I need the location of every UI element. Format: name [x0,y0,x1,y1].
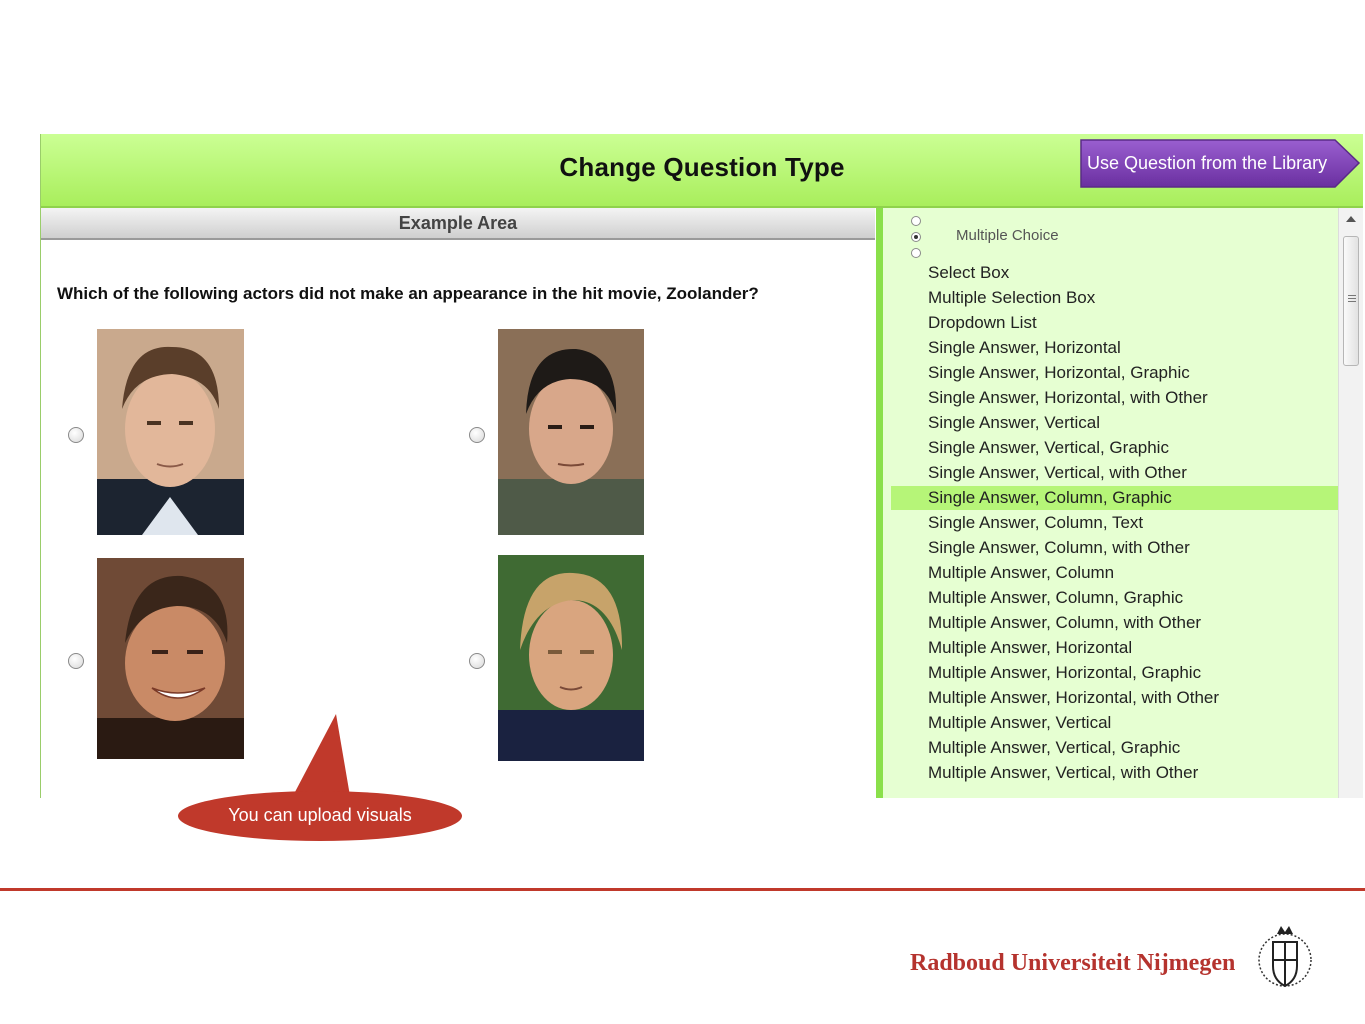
scroll-thumb[interactable] [1343,236,1359,366]
example-area-bar [41,208,875,240]
type-option[interactable]: Single Answer, Column, Text [928,513,1144,532]
type-option[interactable]: Multiple Answer, Vertical [928,713,1112,732]
question-editor-panel [40,134,1363,798]
university-name: Radboud Universiteit Nijmegen [910,950,1236,976]
choice-radio-4[interactable] [469,653,485,669]
footer-divider [0,888,1365,891]
example-area-title: Example Area [398,213,518,233]
type-radio-bottom[interactable] [911,248,921,258]
type-option[interactable]: Single Answer, Vertical, with Other [928,463,1187,482]
type-option[interactable]: Multiple Answer, Column, Graphic [928,588,1184,607]
type-option[interactable]: Select Box [928,263,1010,282]
grip-icon [1348,295,1356,303]
type-option[interactable]: Multiple Answer, Column [928,563,1115,582]
actor-photo-2 [498,329,644,535]
type-option[interactable]: Multiple Answer, Horizontal, with Other [928,688,1220,707]
multiple-choice-label: Multiple Choice [956,227,1059,244]
actor-photo-1 [97,329,244,535]
scroll-up-arrow-icon[interactable] [1346,216,1356,222]
choice-radio-2[interactable] [469,427,485,443]
type-option[interactable]: Single Answer, Vertical, Graphic [928,438,1169,457]
university-crest-icon [1255,920,1315,992]
type-option[interactable]: Single Answer, Horizontal [928,338,1121,357]
type-option[interactable]: Single Answer, Horizontal, with Other [928,388,1208,407]
header-bar [41,134,1363,208]
type-option-selected[interactable]: Single Answer, Column, Graphic [891,486,1341,510]
type-option[interactable]: Multiple Answer, Column, with Other [928,613,1202,632]
question-text: Which of the following actors did not make an appearance in the hit movie, Zoolander? [57,284,759,303]
type-option[interactable]: Multiple Answer, Horizontal, Graphic [928,663,1202,682]
type-option[interactable]: Single Answer, Column, with Other [928,538,1190,557]
callout-text: You can upload visuals [228,805,412,825]
choice-radio-1[interactable] [68,427,84,443]
question-type-list[interactable] [876,208,1363,798]
callout-bubble [175,714,465,846]
type-option[interactable]: Single Answer, Horizontal, Graphic [928,363,1190,382]
use-library-button[interactable] [1079,138,1361,189]
type-option[interactable]: Multiple Answer, Vertical, with Other [928,763,1199,782]
list-scrollbar[interactable] [1338,208,1363,798]
type-option[interactable]: Multiple Answer, Horizontal [928,638,1133,657]
type-option[interactable]: Single Answer, Vertical [928,413,1100,432]
page-title: Change Question Type [559,152,845,182]
upload-visuals-callout [175,714,465,846]
type-radio-top[interactable] [911,216,921,226]
choice-radio-3[interactable] [68,653,84,669]
actor-photo-4 [498,555,644,761]
library-button-label: Use Question from the Library [1087,153,1328,173]
type-option[interactable]: Multiple Selection Box [928,288,1096,307]
type-option[interactable]: Dropdown List [928,313,1037,332]
type-radio-multiple-choice[interactable] [911,232,921,242]
type-option[interactable]: Multiple Answer, Vertical, Graphic [928,738,1181,757]
